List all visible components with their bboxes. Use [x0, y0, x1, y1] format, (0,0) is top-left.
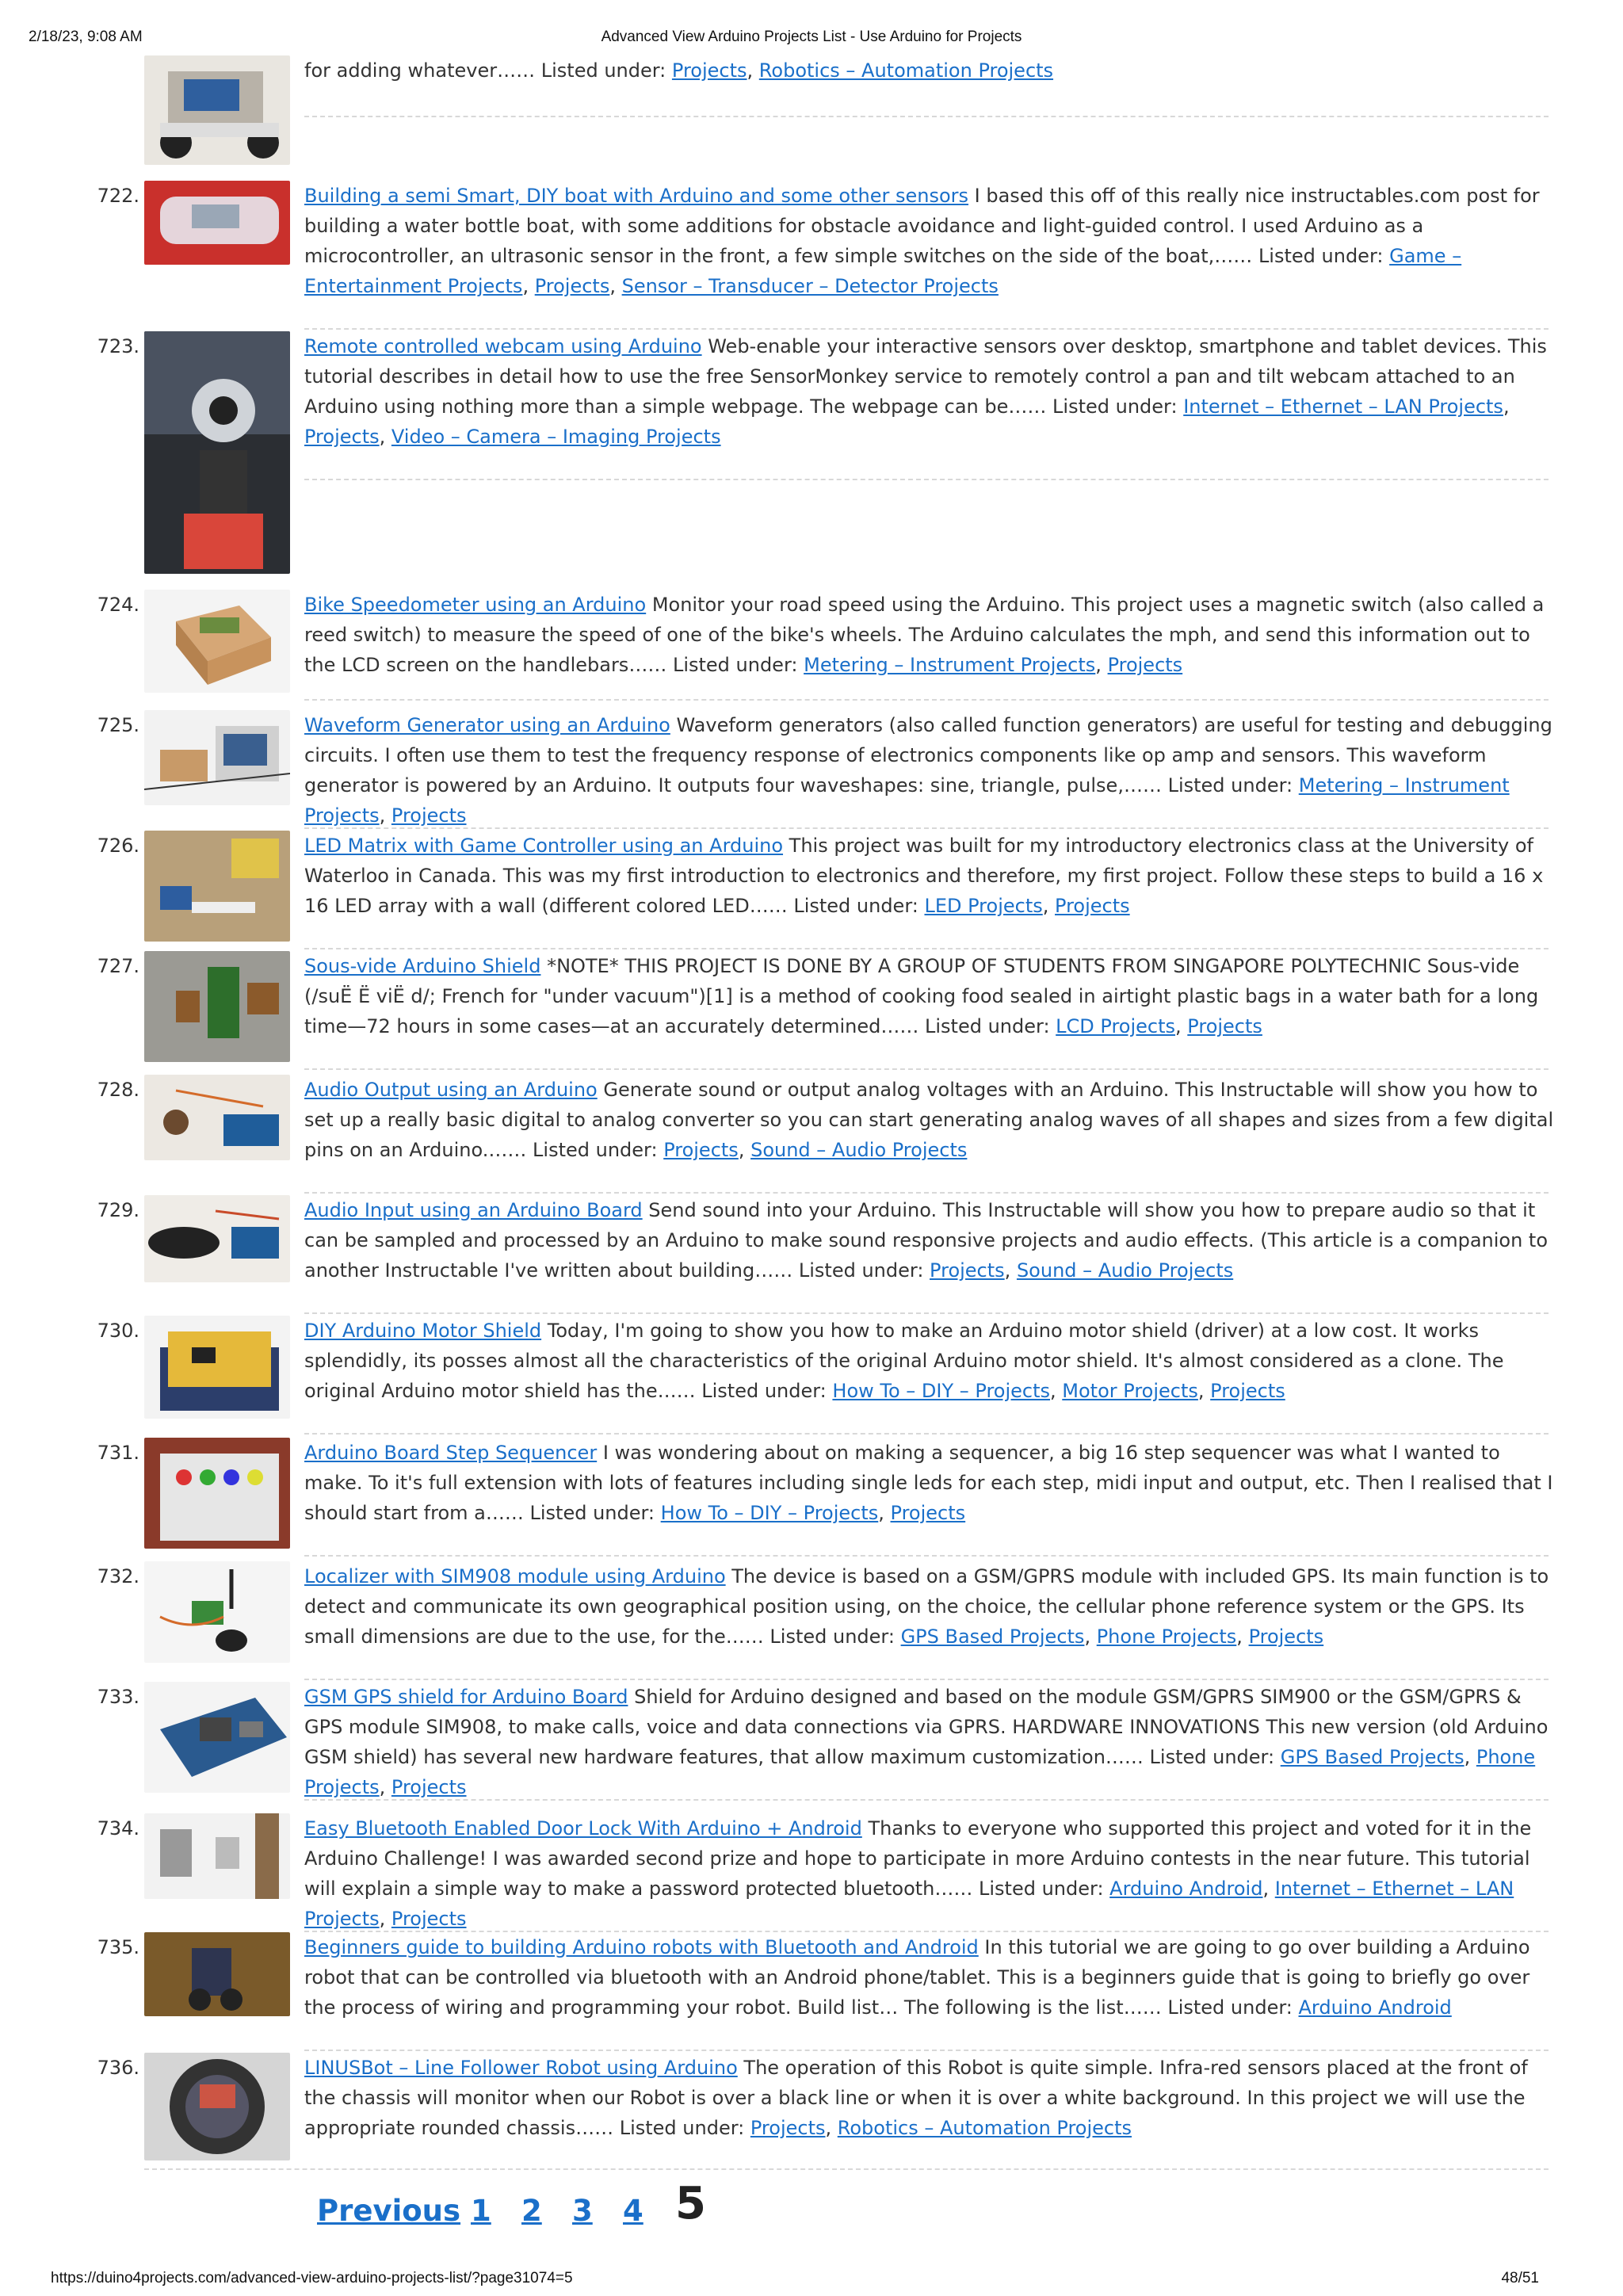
item-separator — [304, 699, 1549, 701]
project-thumbnail[interactable] — [144, 1316, 290, 1419]
project-thumbnail[interactable] — [144, 1438, 290, 1549]
project-title-link[interactable]: Building a semi Smart, DIY boat with Arduino and some other sensors — [304, 185, 969, 207]
item-text: Remote controlled webcam using Arduino Web-enable your interactive sensors over desktop, smartphone and tablet devices. This tutorial describes in detail how to use the free SensorMonkey service to remotely control a pan and tilt webcam attached to an Arduino using nothing more than a simple webpage. The webpage can be…… Listed under: Internet – Ethernet – LAN Projects, Projects, Video – Camera – Imaging Projects — [304, 335, 1547, 448]
category-link[interactable]: Projects — [750, 2117, 826, 2139]
item-separator — [304, 116, 1549, 117]
project-title-link[interactable]: LED Matrix with Game Controller using an Arduino — [304, 835, 784, 857]
item-number: 731. — [97, 1442, 139, 1464]
item-desc: In this tutorial we are going to go over building a Arduino robot that can be controlled via bluetooth with an Android phone/tablet. This is a beginners guide that is going to briefly go over the process of wiring and programming your robot. Build list… The following is the list…… Listed under: — [304, 1936, 1530, 2019]
item-text: Bike Speedometer using an Arduino Monitor your road speed using the Arduino. This project uses a magnetic switch (also called a reed switch) to measure the speed of one of the bike's wheels. The Arduino calculates the mph, and send this information out to the LCD screen on the handlebars…… Listed under: Metering – Instrument Projects, Projects — [304, 594, 1545, 676]
category-link[interactable]: Projects — [890, 1502, 966, 1524]
project-thumbnail[interactable] — [144, 951, 290, 1062]
item-desc: I was wondering about on making a sequencer, a big 16 step sequencer was what I wanted to make. To it's full extension with lots of features including single leds for each step, midi input and output, etc. Then I realised that I should start from a…… Listed under: — [304, 1442, 1553, 1524]
print-url: https://duino4projects.com/advanced-view-arduino-projects-list/?page31074=5 — [51, 2270, 573, 2286]
category-link[interactable]: Video – Camera – Imaging Projects — [391, 426, 721, 448]
category-link[interactable]: Phone Projects — [1096, 1626, 1237, 1648]
project-title-link[interactable]: Localizer with SIM908 module using Arduino — [304, 1565, 726, 1587]
category-link[interactable]: Projects — [1248, 1626, 1324, 1648]
item-text: Audio Input using an Arduino Board Send sound into your Arduino. This Instructable will show you how to prepare audio so that it can be sampled and processed by an Arduino to make sound responsive projects and audio effects. (This article is a companion to another Instructable I've written about building…… Listed under: Projects, Sound – Audio Projects — [304, 1199, 1549, 1282]
item-separator — [304, 2050, 1549, 2051]
category-link[interactable]: How To – DIY – Projects — [832, 1380, 1051, 1402]
item-desc: I based this off of this really nice instructables.com post for building a water bottle boat, with some additions for obstacle avoidance and light-guided control. I used Arduino as a microcontroller, an ultrasonic sensor in the front, a few simple switches on the side of the boat,…… Listed under: — [304, 185, 1540, 267]
item-separator — [304, 1068, 1549, 1070]
category-link[interactable]: Robotics – Automation Projects — [758, 59, 1054, 82]
item-separator — [304, 1312, 1549, 1314]
category-link[interactable]: Arduino Android — [1298, 1996, 1452, 2019]
project-thumbnail[interactable] — [144, 1932, 290, 2016]
project-thumbnail[interactable] — [144, 55, 290, 165]
item-text: Localizer with SIM908 module using Arduino The device is based on a GSM/GPRS module with included GPS. Its main function is to detect and communicate its own geographical position using, on the choice, the cellular phone reference system or the GPS. Its small dimensions are due to the use, for the…… Listed under: GPS Based Projects, Phone Projects, Projects — [304, 1565, 1549, 1648]
category-link[interactable]: Projects — [534, 275, 610, 297]
project-title-link[interactable]: Remote controlled webcam using Arduino — [304, 335, 702, 357]
item-text: Waveform Generator using an Arduino Waveform generators (also called function generators) are useful for testing and debugging circuits. I often use them to test the frequency response of electronics components like op amp and sensors. This waveform generator is powered by an Arduino. It outputs four waveshapes: sine, triangle, pulse,…… Listed under: Metering – Instrument Projects, Projects — [304, 714, 1552, 827]
item-text: Audio Output using an Arduino Generate sound or output analog voltages with an Arduino. This Instructable will show you how to set up a really basic digital to analog converter so you can start generating analog waves of all shapes and sizes from a few digital pins on an Arduino.…… Listed under: Projects, Sound – Audio Projects — [304, 1079, 1554, 1161]
item-separator — [304, 479, 1549, 480]
item-desc: Monitor your road speed using the Arduino. This project uses a magnetic switch (also called a reed switch) to measure the speed of one of the bike's wheels. The Arduino calculates the mph, and send this information out to the LCD screen on the handlebars…… Listed under: — [304, 594, 1545, 676]
category-link[interactable]: Internet – Ethernet – LAN Projects — [1183, 395, 1503, 418]
item-desc: Generate sound or output analog voltages with an Arduino. This Instructable will show you how to set up a really basic digital to analog converter so you can start generating analog waves of all shapes and sizes from a few digital pins on an Arduino.…… Listed under: — [304, 1079, 1554, 1161]
category-link[interactable]: Game – Entertainment Projects — [304, 245, 1462, 297]
item-desc: Today, I'm going to show you how to make an Arduino motor shield (driver) at a low cost. It works splendidly, its posses almost all the characteristics of the original Arduino motor shield. It's almost considered as a clone. The original Arduino motor shield has the…… Listed under: — [304, 1320, 1504, 1402]
category-link[interactable]: Projects — [1107, 654, 1183, 676]
category-link[interactable]: Projects — [391, 1776, 467, 1798]
project-title-link[interactable]: GSM GPS shield for Arduino Board — [304, 1686, 628, 1708]
pagination-page-4[interactable]: 4 — [623, 2194, 643, 2228]
project-thumbnail[interactable] — [144, 181, 290, 265]
item-number: 734. — [97, 1817, 139, 1839]
project-thumbnail[interactable] — [144, 1682, 290, 1793]
pagination-current-page: 5 — [675, 2178, 706, 2229]
category-link[interactable]: Projects — [930, 1259, 1005, 1282]
category-link[interactable]: Internet – Ethernet – LAN Projects — [304, 1878, 1514, 1930]
project-thumbnail[interactable] — [144, 590, 290, 693]
item-number: 732. — [97, 1565, 139, 1587]
item-desc: The operation of this Robot is quite simple. Infra-red sensors placed at the front of the chassis will monitor when our Robot is over a black line or when it is over a white background. In this project we will use the appropriate rounded chassis…… Listed under: — [304, 2057, 1528, 2139]
category-link[interactable]: Projects — [304, 426, 380, 448]
list-bottom-separator — [144, 2168, 1549, 2170]
print-page-number: 48/51 — [1501, 2270, 1539, 2286]
category-link[interactable]: GPS Based Projects — [1280, 1746, 1465, 1768]
item-separator — [304, 827, 1549, 829]
item-separator — [304, 328, 1549, 330]
item-desc: Thanks to everyone who supported this project and voted for it in the Arduino Challenge! I was awarded second prize and hope to participate in more Arduino contests in the near future. This tutorial will explain a simple way to make a password protected bluetooth…… Listed under: — [304, 1817, 1532, 1900]
project-title-link[interactable]: LINUSBot – Line Follower Robot using Arduino — [304, 2057, 738, 2079]
item-number: 730. — [97, 1320, 139, 1342]
item-desc: This project was built for my introductory electronics class at the University of Waterloo in Canada. This was my first introduction to electronics and therefore, my first project. Follow these steps to build a 16 x 16 LED array with a wall (different colored LED…… Listed under: — [304, 835, 1544, 917]
item-desc: The device is based on a GSM/GPRS module with included GPS. Its main function is to detect and communicate its own geographical position using, on the choice, the cellular phone reference system or the GPS. Its small dimensions are due to the use, for the…… Listed under: — [304, 1565, 1549, 1648]
category-link[interactable]: Projects — [671, 59, 747, 82]
item-separator — [304, 1679, 1549, 1680]
category-link[interactable]: Motor Projects — [1062, 1380, 1198, 1402]
item-text: for adding whatever…… Listed under: Projects, Robotics – Automation Projects — [304, 59, 1054, 82]
project-title-link[interactable]: Bike Speedometer using an Arduino — [304, 594, 647, 616]
category-link[interactable]: Sound – Audio Projects — [1016, 1259, 1234, 1282]
item-number: 733. — [97, 1686, 139, 1708]
category-link[interactable]: Metering – Instrument Projects — [804, 654, 1096, 676]
project-thumbnail[interactable] — [144, 831, 290, 942]
item-number: 736. — [97, 2057, 139, 2079]
item-text: Easy Bluetooth Enabled Door Lock With Arduino + Android Thanks to everyone who supported this project and voted for it in the Arduino Challenge! I was awarded second prize and hope to participate in more Arduino contests in the near future. This tutorial will explain a simple way to make a password protected bluetooth…… Listed under: Arduino Android, Internet – Ethernet – LAN Projects, Projects — [304, 1817, 1532, 1930]
category-link[interactable]: LED Projects — [924, 895, 1043, 917]
project-title-link[interactable]: Waveform Generator using an Arduino — [304, 714, 670, 736]
item-desc: for adding whatever…… Listed under: — [304, 59, 672, 82]
project-title-link[interactable]: Audio Output using an Arduino — [304, 1079, 598, 1101]
item-text: GSM GPS shield for Arduino Board Shield for Arduino designed and based on the module GSM/GPRS SIM900 or the GSM/GPRS & GPS module SIM908, to make calls, voice and data connections via GPRS. HARDWARE INNOVATIONS This new version (old Arduino GSM shield) has several new hardware features, that allow maximum customization…… Listed under: GPS Based Projects, Phone Projects, Projects — [304, 1686, 1549, 1798]
item-desc: Web-enable your interactive sensors over desktop, smartphone and tablet devices. This tutorial describes in detail how to use the free SensorMonkey service to remotely control a pan and tilt webcam attached to an Arduino using nothing more than a simple webpage. The webpage can be…… Listed under: — [304, 335, 1547, 418]
project-thumbnail[interactable] — [144, 1561, 290, 1663]
category-link[interactable]: Projects — [1210, 1380, 1285, 1402]
project-thumbnail[interactable] — [144, 1195, 290, 1282]
project-thumbnail[interactable] — [144, 1075, 290, 1160]
project-title-link[interactable]: Beginners guide to building Arduino robots with Bluetooth and Android — [304, 1936, 979, 1958]
item-desc: Send sound into your Arduino. This Instructable will show you how to prepare audio so that it can be sampled and processed by an Arduino to make sound responsive projects and audio effects. (This article is a companion to another Instructable I've written about building…… Listed under: — [304, 1199, 1549, 1282]
item-text: Building a semi Smart, DIY boat with Arduino and some other sensors I based this off of this really nice instructables.com post for building a water bottle boat, with some additions for obstacle avoidance and light-guided control. I used Arduino as a microcontroller, an ultrasonic sensor in the front, a few simple switches on the side of the boat,…… Listed under: Game – Entertainment Projects, Projects, Sensor – Transducer – Detector Projects — [304, 185, 1540, 297]
pagination-previous[interactable]: Previous — [317, 2194, 461, 2228]
pagination-page-3[interactable]: 3 — [572, 2194, 593, 2228]
category-link[interactable]: Projects — [391, 1908, 467, 1930]
category-link[interactable]: Arduino Android — [1109, 1878, 1263, 1900]
project-thumbnail[interactable] — [144, 710, 290, 805]
item-text: LED Matrix with Game Controller using an Arduino This project was built for my introductory electronics class at the University of Waterloo in Canada. This was my first introduction to electronics and therefore, my first project. Follow these steps to build a 16 x 16 LED array with a wall (different colored LED…… Listed under: LED Projects, Projects — [304, 835, 1544, 917]
category-link[interactable]: Sensor – Transducer – Detector Projects — [621, 275, 999, 297]
project-thumbnail[interactable] — [144, 1813, 290, 1899]
category-link[interactable]: Projects — [1187, 1015, 1262, 1037]
pagination-page-2[interactable]: 2 — [521, 2194, 542, 2228]
project-title-link[interactable]: DIY Arduino Motor Shield — [304, 1320, 542, 1342]
item-number: 725. — [97, 714, 139, 736]
category-link[interactable]: Robotics – Automation Projects — [837, 2117, 1132, 2139]
item-number: 727. — [97, 955, 139, 977]
category-link[interactable]: Metering – Instrument Projects — [304, 774, 1510, 827]
item-desc: Shield for Arduino designed and based on the module GSM/GPRS SIM900 or the GSM/GPRS & GPS module SIM908, to make calls, voice and data connections via GPRS. HARDWARE INNOVATIONS This new version (old Arduino GSM shield) has several new hardware features, that allow maximum customization…… Listed under: — [304, 1686, 1549, 1768]
project-title-link[interactable]: Sous-vide Arduino Shield — [304, 955, 541, 977]
category-link[interactable]: How To – DIY – Projects — [660, 1502, 879, 1524]
item-separator — [304, 1799, 1549, 1801]
item-text: Arduino Board Step Sequencer I was wondering about on making a sequencer, a big 16 step sequencer was what I wanted to make. To it's full extension with lots of features including single leds for each step, midi input and output, etc. Then I realised that I should start from a…… Listed under: How To – DIY – Projects, Projects — [304, 1442, 1553, 1524]
item-text: LINUSBot – Line Follower Robot using Arduino The operation of this Robot is quite simple. Infra-red sensors placed at the front of the chassis will monitor when our Robot is over a black line or when it is over a white background. In this project we will use the appropriate rounded chassis…… Listed under: Projects, Robotics – Automation Projects — [304, 2057, 1528, 2139]
print-footer — [0, 2260, 1623, 2292]
item-number: 735. — [97, 1936, 139, 1958]
item-separator — [304, 1433, 1549, 1435]
category-link[interactable]: LCD Projects — [1056, 1015, 1176, 1037]
project-title-link[interactable]: Audio Input using an Arduino Board — [304, 1199, 643, 1221]
item-number: 728. — [97, 1079, 139, 1101]
print-datetime: 2/18/23, 9:08 AM — [29, 29, 143, 45]
item-separator — [304, 948, 1549, 949]
project-thumbnail[interactable] — [144, 331, 290, 574]
item-separator — [304, 1192, 1549, 1194]
category-link[interactable]: Projects — [1055, 895, 1130, 917]
project-title-link[interactable]: Arduino Board Step Sequencer — [304, 1442, 598, 1464]
print-header — [0, 0, 1623, 63]
category-link[interactable]: Projects — [663, 1139, 739, 1161]
item-number: 726. — [97, 835, 139, 857]
project-title-link[interactable]: Easy Bluetooth Enabled Door Lock With Arduino + Android — [304, 1817, 862, 1839]
category-link[interactable]: Phone Projects — [304, 1746, 1536, 1798]
item-number: 722. — [97, 185, 139, 207]
category-link[interactable]: Projects — [391, 804, 467, 827]
item-desc: *NOTE* THIS PROJECT IS DONE BY A GROUP OF STUDENTS FROM SINGAPORE POLYTECHNIC Sous-vide (/suË Ë viË d/; French for "under vacuum")[1] is a method of cooking food sealed in airtight plastic bags in a water bath for a long time—72 hours in some cases—at an accurately determined…… Listed under: — [304, 955, 1539, 1037]
item-number: 723. — [97, 335, 139, 357]
item-text — [304, 1932, 1555, 2023]
item-separator — [304, 1555, 1549, 1557]
item-text: Sous-vide Arduino Shield *NOTE* THIS PROJECT IS DONE BY A GROUP OF STUDENTS FROM SINGAPORE POLYTECHNIC Sous-vide (/suË Ë viË d/; French for "under vacuum")[1] is a method of cooking food sealed in airtight plastic bags in a water bath for a long time—72 hours in some cases—at an accurately determined…… Listed under: LCD Projects, Projects — [304, 955, 1539, 1037]
pagination-page-1[interactable]: 1 — [471, 2194, 491, 2228]
item-desc: Waveform generators (also called function generators) are useful for testing and debugging circuits. I often use them to test the frequency response of electronics components like op amp and sensors. This waveform generator is powered by an Arduino. It outputs four waveshapes: sine, triangle, pulse,…… Listed under: — [304, 714, 1552, 797]
item-number: 729. — [97, 1199, 139, 1221]
item-number: 724. — [97, 594, 139, 616]
category-link[interactable]: Sound – Audio Projects — [750, 1139, 968, 1161]
project-thumbnail[interactable] — [144, 2053, 290, 2160]
item-text: DIY Arduino Motor Shield Today, I'm going to show you how to make an Arduino motor shield (driver) at a low cost. It works splendidly, its posses almost all the characteristics of the original Arduino motor shield. It's almost considered as a clone. The original Arduino motor shield has the…… Listed under: How To – DIY – Projects, Motor Projects, Projects — [304, 1320, 1504, 1402]
category-link[interactable]: GPS Based Projects — [900, 1626, 1085, 1648]
print-title: Advanced View Arduino Projects List - Use Arduino for Projects — [601, 29, 1022, 45]
